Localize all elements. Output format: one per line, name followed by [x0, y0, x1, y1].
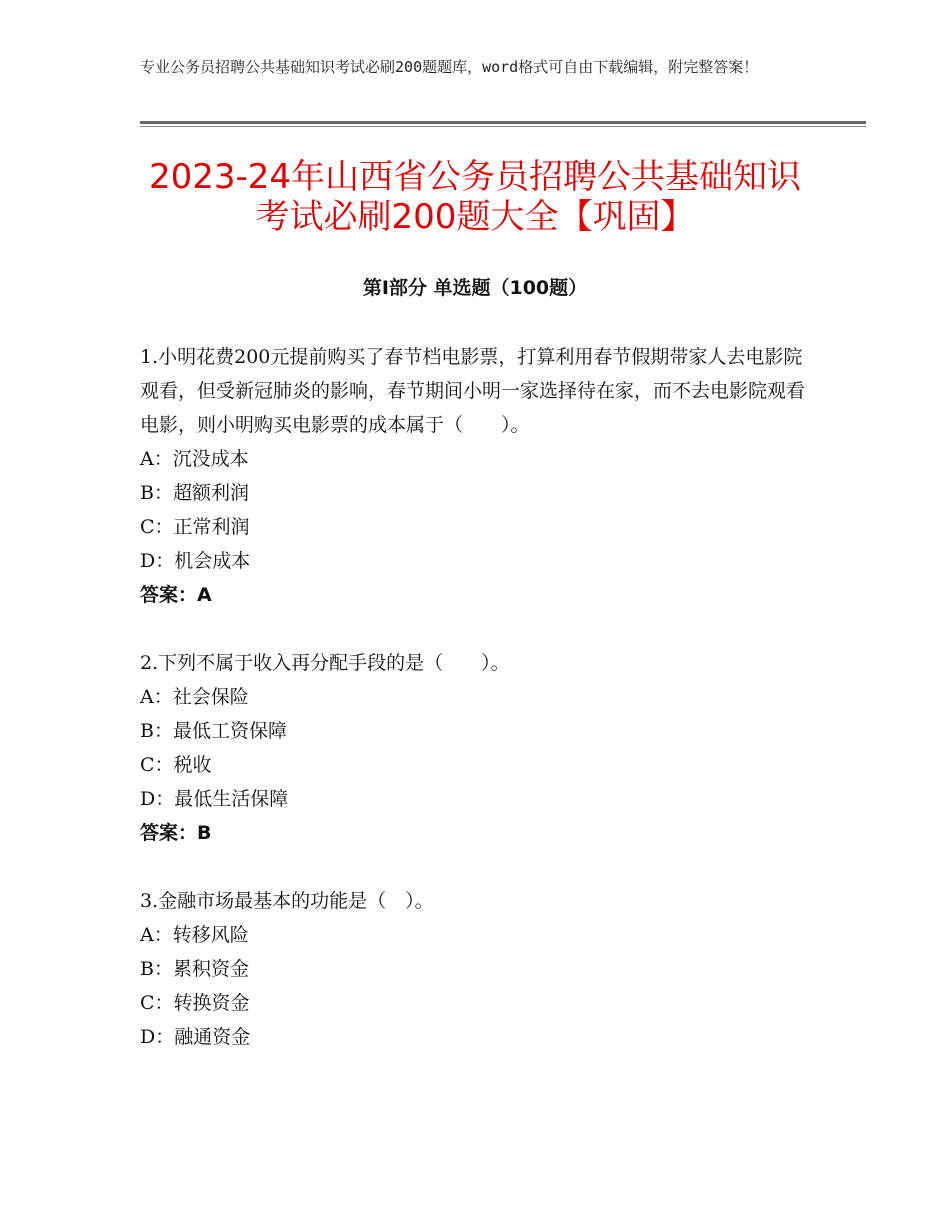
- option-b: B：超额利润: [140, 482, 249, 504]
- document-title-line-2: 考试必刷200题大全【巩固】: [255, 197, 695, 237]
- question-stem: 3.金融市场最基本的功能是（ ）。: [140, 890, 434, 912]
- header-divider-thin: [140, 126, 866, 127]
- document-title-line-1: 2023-24年山西省公务员招聘公共基础知识: [148, 157, 802, 197]
- document-title: [120, 157, 830, 237]
- answer-line: 答案：B: [140, 822, 212, 844]
- question-stem: 2.下列不属于收入再分配手段的是（ ）。: [140, 652, 510, 674]
- question-2: [140, 646, 810, 850]
- section-title: 第Ⅰ部分 单选题（100题）: [362, 277, 588, 299]
- question-3: [140, 884, 810, 1054]
- option-a: A：沉没成本: [140, 448, 249, 470]
- header-divider-thick: [140, 121, 866, 124]
- option-b: B：最低工资保障: [140, 720, 287, 742]
- question-1: [140, 340, 810, 612]
- option-c: C：税收: [140, 754, 212, 776]
- answer-line: 答案：A: [140, 584, 212, 606]
- option-b: B：累积资金: [140, 958, 249, 980]
- option-d: D：机会成本: [140, 550, 251, 572]
- option-c: C：正常利润: [140, 516, 250, 538]
- question-stem: 1.小明花费200元提前购买了春节档电影票，打算利用春节假期带家人去电影院观看，但受新冠肺炎的影响，春节期间小明一家选择待在家，而不去电影院观看电影，则小明购买电影票的成本属于（ ）。: [140, 346, 806, 436]
- question-list: [140, 340, 810, 1088]
- option-d: D：融通资金: [140, 1026, 251, 1048]
- option-d: D：最低生活保障: [140, 788, 289, 810]
- option-a: A：社会保险: [140, 686, 249, 708]
- header-note: 专业公务员招聘公共基础知识考试必刷200题题库，word格式可自由下载编辑，附完整答案！: [140, 58, 759, 76]
- option-a: A：转移风险: [140, 924, 249, 946]
- option-c: C：转换资金: [140, 992, 250, 1014]
